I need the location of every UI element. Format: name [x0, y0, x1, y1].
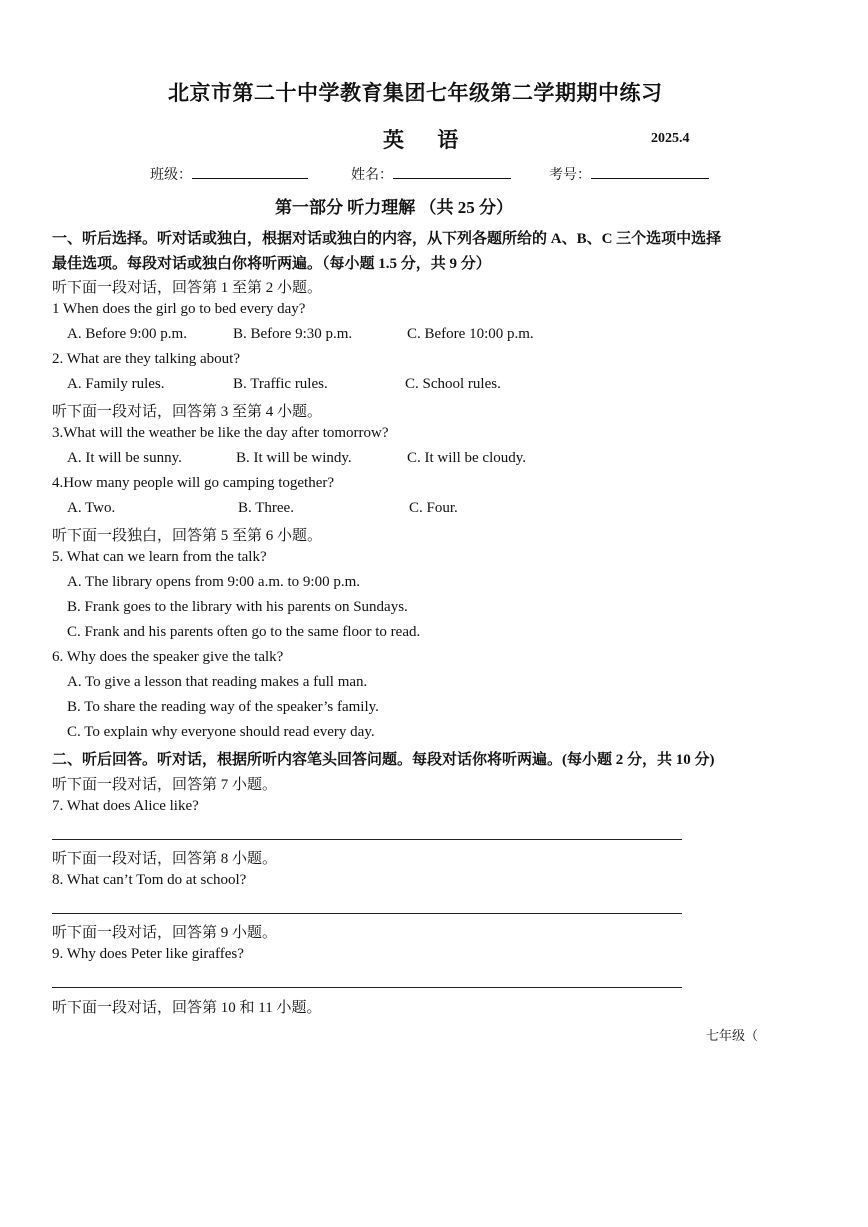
q1-option-c[interactable]: C. Before 10:00 p.m. [407, 326, 534, 342]
name-label: 姓名： [351, 168, 393, 183]
q8-answer-line[interactable] [52, 913, 682, 914]
q4-option-a[interactable]: A. Two. [67, 500, 116, 516]
intro-q1-q2: 听下面一段对话，回答第 1 至第 2 小题。 [52, 280, 323, 296]
q1-option-b[interactable]: B. Before 9:30 p.m. [233, 326, 353, 342]
q3-option-b[interactable]: B. It will be windy. [236, 450, 352, 466]
intro-q3-q4: 听下面一段对话，回答第 3 至第 4 小题。 [52, 404, 323, 420]
exam-number-blank[interactable] [591, 166, 709, 179]
intro-q10-q11: 听下面一段对话，回答第 10 和 11 小题。 [52, 1000, 322, 1016]
q4-option-b[interactable]: B. Three. [238, 500, 294, 516]
page-footer-grade: 七年级（ [706, 1028, 759, 1043]
part1-title: 第一部分 听力理解 （共 25 分） [275, 198, 513, 217]
exam-date: 2025.4 [651, 131, 690, 146]
class-blank[interactable] [192, 166, 308, 179]
q6-option-a[interactable]: A. To give a lesson that reading makes a full man. [67, 674, 368, 690]
q6-stem: 6. Why does the speaker give the talk? [52, 649, 284, 665]
q2-option-a[interactable]: A. Family rules. [67, 376, 165, 392]
section1-heading-line1: 一、听后选择。听对话或独白，根据对话或独白的内容，从下列各题所给的 A、B、C 三个选项中选择 [52, 231, 722, 247]
exam-number-label: 考号： [549, 168, 591, 183]
q7-answer-line[interactable] [52, 839, 682, 840]
exam-title: 北京市第二十中学教育集团七年级第二学期期中练习 [168, 81, 663, 105]
q9-answer-line[interactable] [52, 987, 682, 988]
class-label: 班级： [150, 168, 192, 183]
q5-option-a[interactable]: A. The library opens from 9:00 a.m. to 9:00 p.m. [67, 574, 361, 590]
q6-option-c[interactable]: C. To explain why everyone should read every day. [67, 724, 375, 740]
q3-option-a[interactable]: A. It will be sunny. [67, 450, 182, 466]
exam-number-field [549, 164, 709, 184]
q1-stem: 1 When does the girl go to bed every day? [52, 301, 306, 317]
intro-q5-q6: 听下面一段独白，回答第 5 至第 6 小题。 [52, 528, 323, 544]
q2-option-b[interactable]: B. Traffic rules. [233, 376, 328, 392]
subject-title: 英 语 [383, 128, 473, 152]
intro-q8: 听下面一段对话，回答第 8 小题。 [52, 851, 278, 867]
q5-stem: 5. What can we learn from the talk? [52, 549, 267, 565]
name-field [351, 164, 511, 184]
q5-option-c[interactable]: C. Frank and his parents often go to the same floor to read. [67, 624, 421, 640]
q8-stem: 8. What can’t Tom do at school? [52, 872, 247, 888]
q1-option-a[interactable]: A. Before 9:00 p.m. [67, 326, 187, 342]
q7-stem: 7. What does Alice like? [52, 798, 199, 814]
q4-stem: 4.How many people will go camping together? [52, 475, 335, 491]
q3-option-c[interactable]: C. It will be cloudy. [407, 450, 527, 466]
q5-option-b[interactable]: B. Frank goes to the library with his parents on Sundays. [67, 599, 408, 615]
intro-q7: 听下面一段对话，回答第 7 小题。 [52, 777, 278, 793]
name-blank[interactable] [393, 166, 511, 179]
intro-q9: 听下面一段对话，回答第 9 小题。 [52, 925, 278, 941]
q6-option-b[interactable]: B. To share the reading way of the speaker’s family. [67, 699, 379, 715]
q2-option-c[interactable]: C. School rules. [405, 376, 501, 392]
section2-heading: 二、听后回答。听对话，根据所听内容笔头回答问题。每段对话你将听两遍。(每小题 2 分，共 10 分) [52, 752, 715, 768]
q9-stem: 9. Why does Peter like giraffes? [52, 946, 244, 962]
q2-stem: 2. What are they talking about? [52, 351, 240, 367]
q4-option-c[interactable]: C. Four. [409, 500, 458, 516]
section1-heading-line2: 最佳选项。每段对话或独白你将听两遍。（每小题 1.5 分，共 9 分） [52, 256, 491, 272]
q3-stem: 3.What will the weather be like the day after tomorrow? [52, 425, 389, 441]
class-field [150, 164, 308, 184]
